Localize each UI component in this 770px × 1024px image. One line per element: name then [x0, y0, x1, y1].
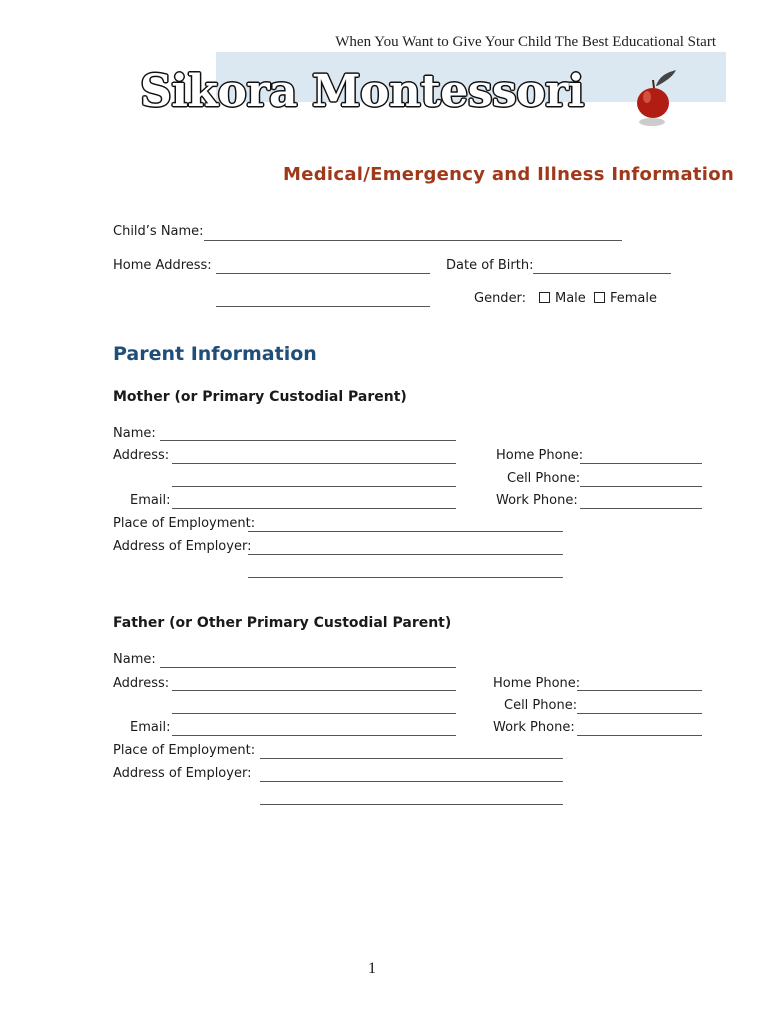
father-name-label: Name: [113, 652, 156, 667]
female-label: Female [610, 291, 658, 306]
gender-female-option[interactable] [594, 291, 657, 306]
form-title: Medical/Emergency and Illness Information [283, 164, 735, 185]
child-name-label: Child’s Name: [113, 224, 204, 239]
father-name-field[interactable] [160, 667, 456, 668]
mother-heading: Mother (or Primary Custodial Parent) [113, 389, 407, 405]
mother-email-label: Email: [130, 493, 171, 508]
father-employer-address-label: Address of Employer: [113, 766, 252, 781]
dob-label: Date of Birth: [446, 258, 534, 273]
father-email-field[interactable] [172, 735, 456, 736]
apple-icon [630, 66, 680, 130]
father-cell-phone-label: Cell Phone: [504, 698, 578, 713]
home-address-field-2[interactable] [216, 306, 430, 307]
mother-address-field-1[interactable] [172, 463, 456, 464]
mother-address-field-2[interactable] [172, 486, 456, 487]
gender-label: Gender: [474, 291, 527, 306]
page-number: 1 [368, 960, 376, 977]
male-label: Male [555, 291, 586, 306]
father-cell-phone-field[interactable] [577, 713, 702, 714]
mother-cell-phone-label: Cell Phone: [507, 471, 581, 486]
mother-home-phone-field[interactable] [580, 463, 702, 464]
female-checkbox[interactable] [594, 292, 605, 303]
mother-cell-phone-field[interactable] [580, 486, 702, 487]
mother-employer-address-field-1[interactable] [248, 554, 563, 555]
mother-work-phone-label: Work Phone: [496, 493, 578, 508]
mother-employer-address-label: Address of Employer: [113, 539, 252, 554]
father-heading: Father (or Other Primary Custodial Parent) [113, 615, 452, 631]
father-employment-label: Place of Employment: [113, 743, 256, 758]
mother-name-field[interactable] [160, 440, 456, 441]
father-address-field-2[interactable] [172, 713, 456, 714]
gender-male-option[interactable] [539, 291, 586, 306]
parent-section-title: Parent Information [113, 343, 317, 365]
mother-email-field[interactable] [172, 508, 456, 509]
mother-employment-field[interactable] [248, 531, 563, 532]
home-address-field-1[interactable] [216, 273, 430, 274]
mother-home-phone-label: Home Phone: [496, 448, 584, 463]
tagline: When You Want to Give Your Child The Best Educational Start [335, 34, 716, 50]
father-address-field-1[interactable] [172, 690, 456, 691]
father-home-phone-field[interactable] [577, 690, 702, 691]
father-work-phone-field[interactable] [577, 735, 702, 736]
mother-name-label: Name: [113, 426, 156, 441]
mother-employer-address-field-2[interactable] [248, 577, 563, 578]
child-name-field[interactable] [204, 240, 622, 241]
father-employer-address-field-1[interactable] [260, 781, 563, 782]
male-checkbox[interactable] [539, 292, 550, 303]
father-email-label: Email: [130, 720, 171, 735]
mother-employment-label: Place of Employment: [113, 516, 256, 531]
father-home-phone-label: Home Phone: [493, 676, 581, 691]
father-employer-address-field-2[interactable] [260, 804, 563, 805]
dob-field[interactable] [533, 273, 671, 274]
mother-work-phone-field[interactable] [580, 508, 702, 509]
father-work-phone-label: Work Phone: [493, 720, 575, 735]
father-employment-field[interactable] [260, 758, 563, 759]
home-address-label: Home Address: [113, 258, 212, 273]
school-logo-text: Sikora Montessori [140, 66, 584, 117]
mother-address-label: Address: [113, 448, 170, 463]
father-address-label: Address: [113, 676, 170, 691]
